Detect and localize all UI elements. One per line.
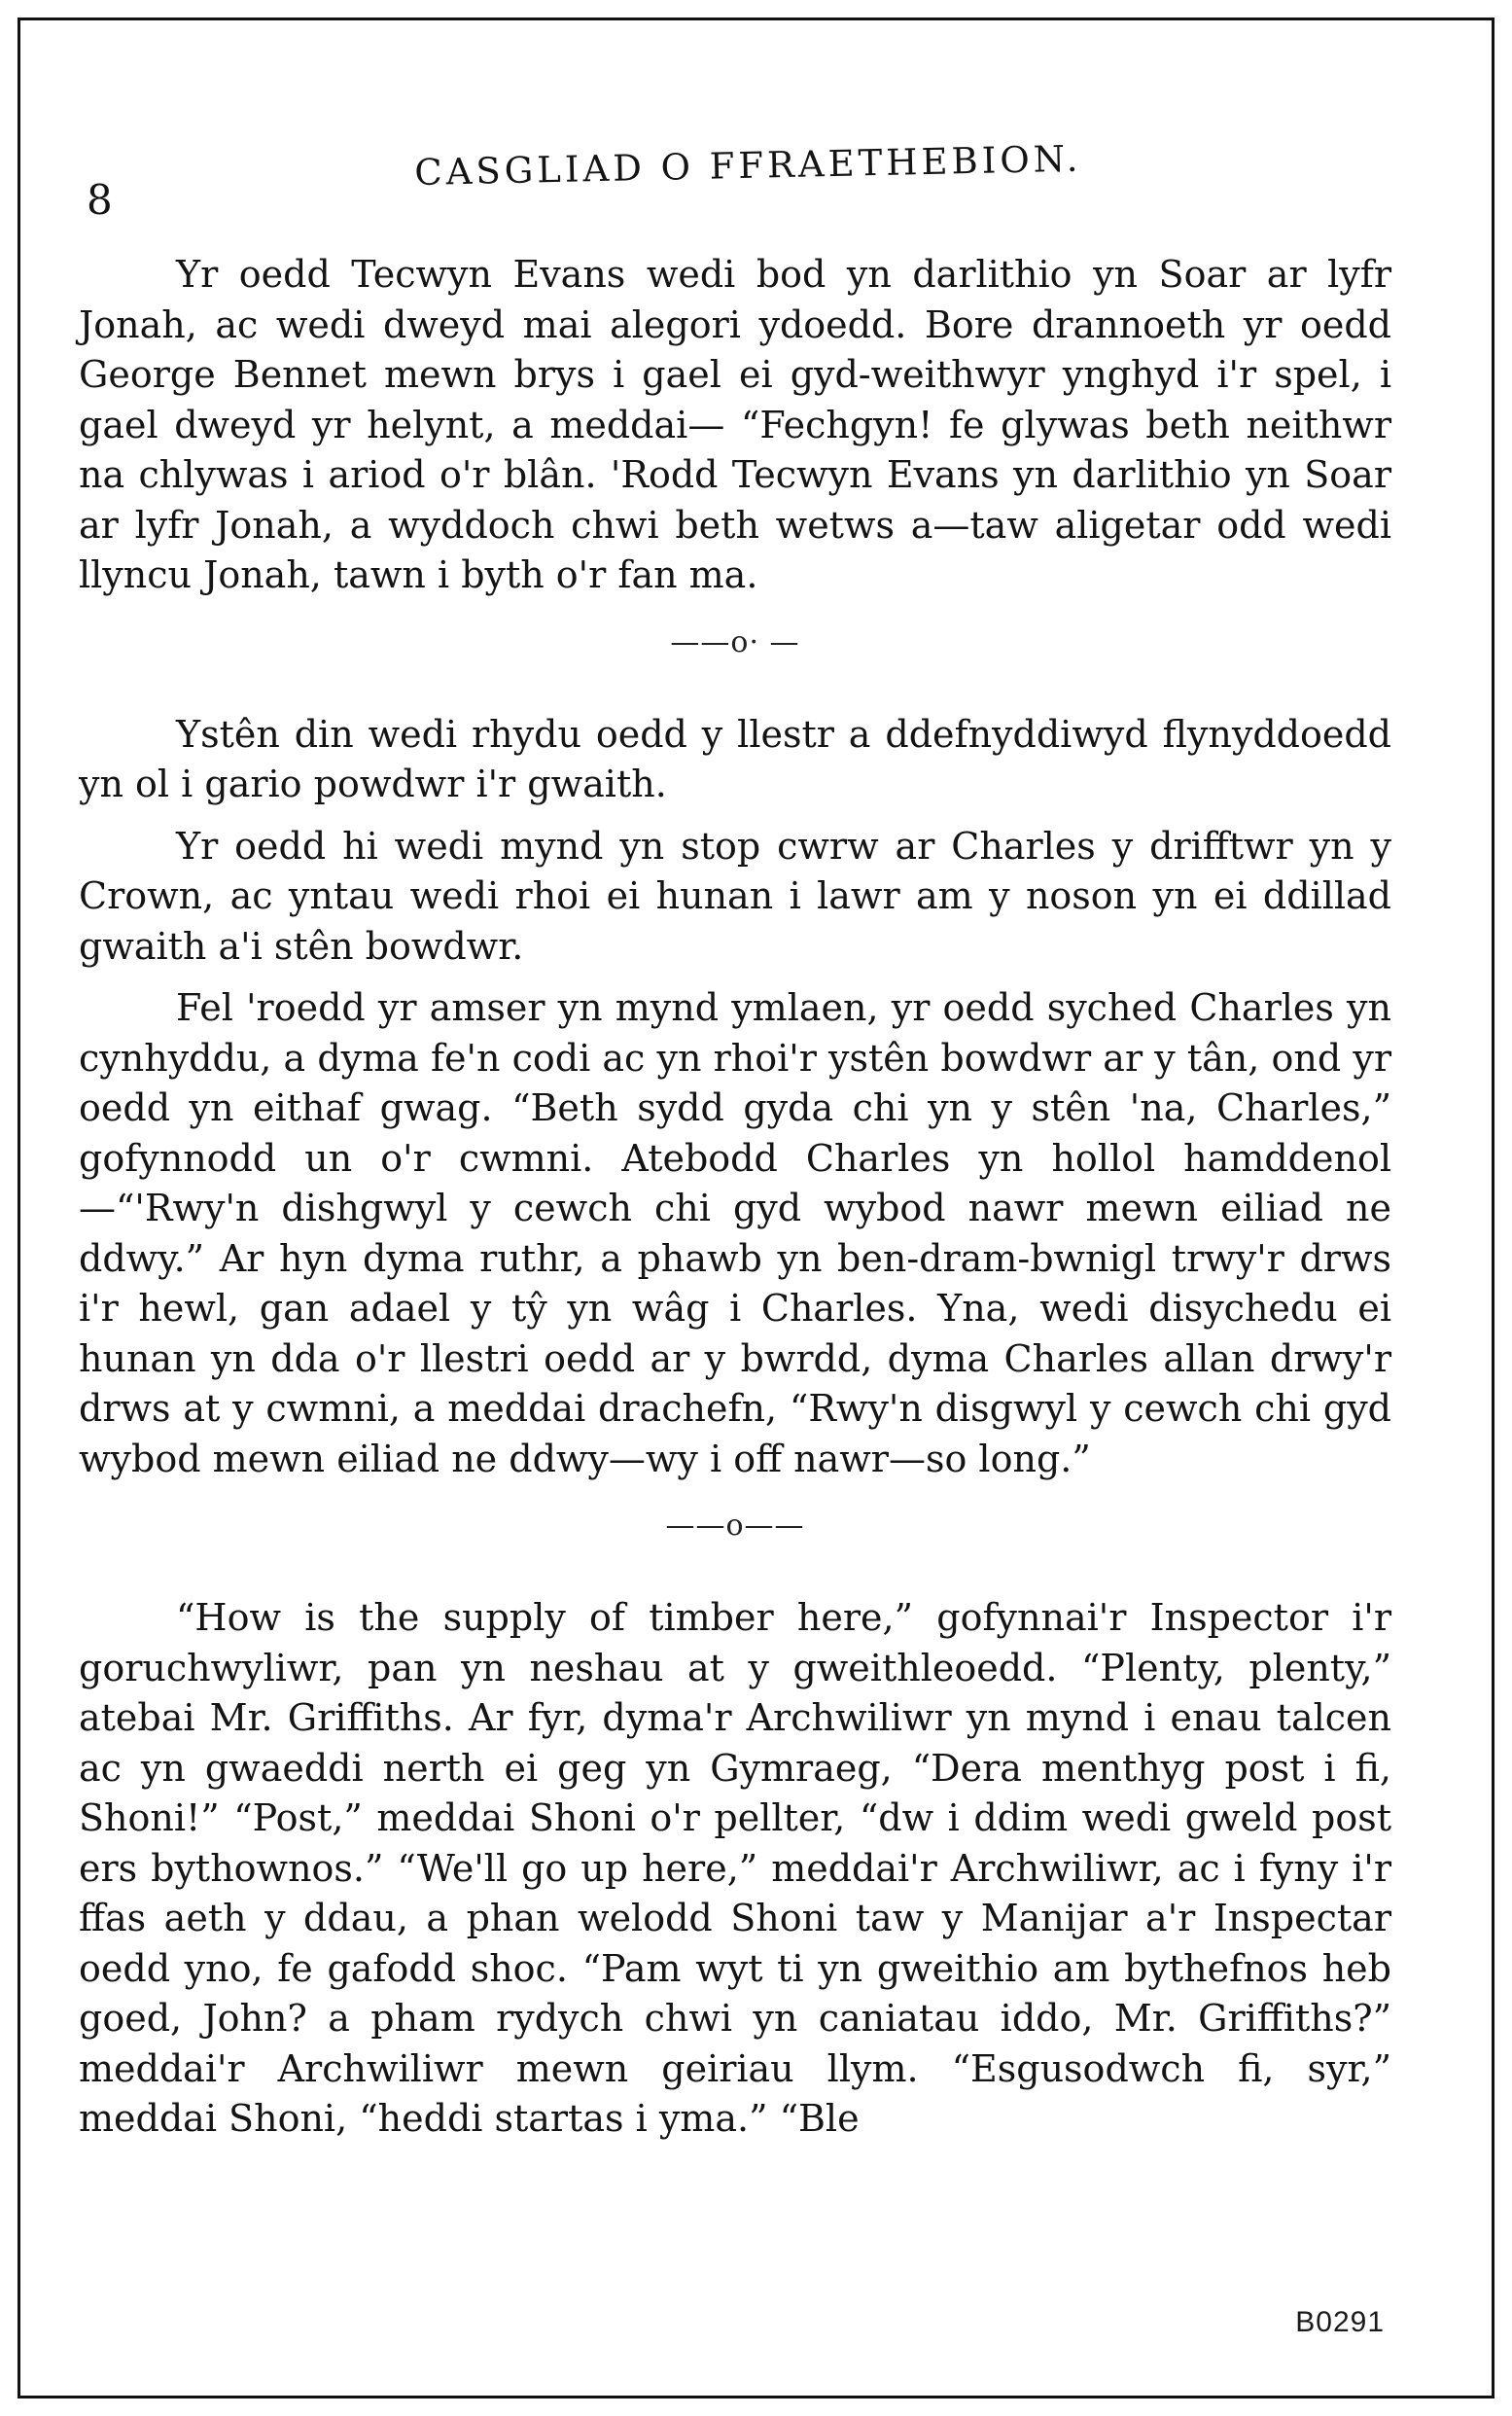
story-powder-tin-intro: Ystên din wedi rhydu oedd y llestr a ddefnyddiwyd flynyddoedd yn ol i gario powdwr i'r gwaith. <box>79 712 1391 805</box>
section-divider: ——o· — <box>670 624 800 659</box>
page-frame <box>18 18 1494 2398</box>
section-divider: ——o—— <box>665 1509 805 1543</box>
story-powder-tin-setting: Yr oedd hi wedi mynd yn stop cwrw ar Charles y drifftwr yn y Crown, ac yntau wedi rhoi ei hunan i lawr am y noson yn ei ddillad gwaith a'i stên bowdwr. <box>79 824 1391 968</box>
story-inspector-paragraph: “How is the supply of timber here,” gofynnai'r Inspector i'r goruchwyliwr, pan yn neshau at y gweithleoedd. “Plenty, plenty,” atebai Mr. Griffiths. Ar fyr, dyma'r Archwiliwr yn mynd i enau talcen ac yn gwaeddi nerth ei geg yn Gymraeg, “Dera menthyg post i fi, Shoni!” “Post,” meddai Shoni o'r pellter, “dw i ddim wedi gweld post ers bythownos.” “We'll go up here,” meddai'r Archwiliwr, ac i fyny i'r ffas aeth y ddau, a phan welodd Shoni taw y Manijar a'r Inspectar oedd yno, fe gafodd shoc. “Pam wyt ti yn gweithio am bythefnos heb goed, John? a pham rydych chwi yn caniatau iddo, Mr. Griffiths?” meddai'r Archwiliwr mewn geiriau llym. “Esgusodwch fi, syr,” meddai Shoni, “heddi startas i yma.” “Ble <box>79 1596 1391 2140</box>
running-head <box>79 137 1391 224</box>
book-title-header: CASGLIAD O FFRAETHEBION. <box>413 137 1082 194</box>
story-jonah-paragraph: Yr oedd Tecwyn Evans wedi bod yn darlithio yn Soar ar lyfr Jonah, ac wedi dweyd mai alegori ydoedd. Bore drannoeth yr oedd George Bennet mewn brys i gael ei gyd-weithwyr ynghyd i'r spel, i gael dweyd yr helynt, a meddai— “Fechgyn! fe glywas beth neithwr na chlywas i ariod o'r blân. 'Rodd Tecwyn Evans yn darlithio yn Soar ar lyfr Jonah, a wyddoch chwi beth wetws a—taw aligetar odd wedi llyncu Jonah, tawn i byth o'r fan ma. <box>79 253 1391 596</box>
catalog-id-label: B0291 <box>1295 2306 1385 2338</box>
page-number: 8 <box>87 176 113 224</box>
story-powder-tin-main: Fel 'roedd yr amser yn mynd ymlaen, yr oedd syched Charles yn cynhyddu, a dyma fe'n codi ac yn rhoi'r ystên bowdwr ar y tân, ond yr oedd yn eithaf gwag. “Beth sydd gyda chi yn y stên 'na, Charles,” gofynnodd un o'r cwmni. Atebodd Charles yn hollol hamddenol—“'Rwy'n dishgwyl y cewch chi gyd wybod nawr mewn eiliad ne ddwy.” Ar hyn dyma ruthr, a phawb yn ben-dram-bwnigl trwy'r drws i'r hewl, gan adael y tŷ yn wâg i Charles. Yna, wedi disychedu ei hunan yn dda o'r llestri oedd ar y bwrdd, dyma Charles allan drwy'r drws at y cwmni, a meddai drachefn, “Rwy'n disgwyl y cewch chi gyd wybod mewn eiliad ne ddwy—wy i off nawr—so long.” <box>79 986 1391 1480</box>
page-body <box>79 137 1391 2145</box>
